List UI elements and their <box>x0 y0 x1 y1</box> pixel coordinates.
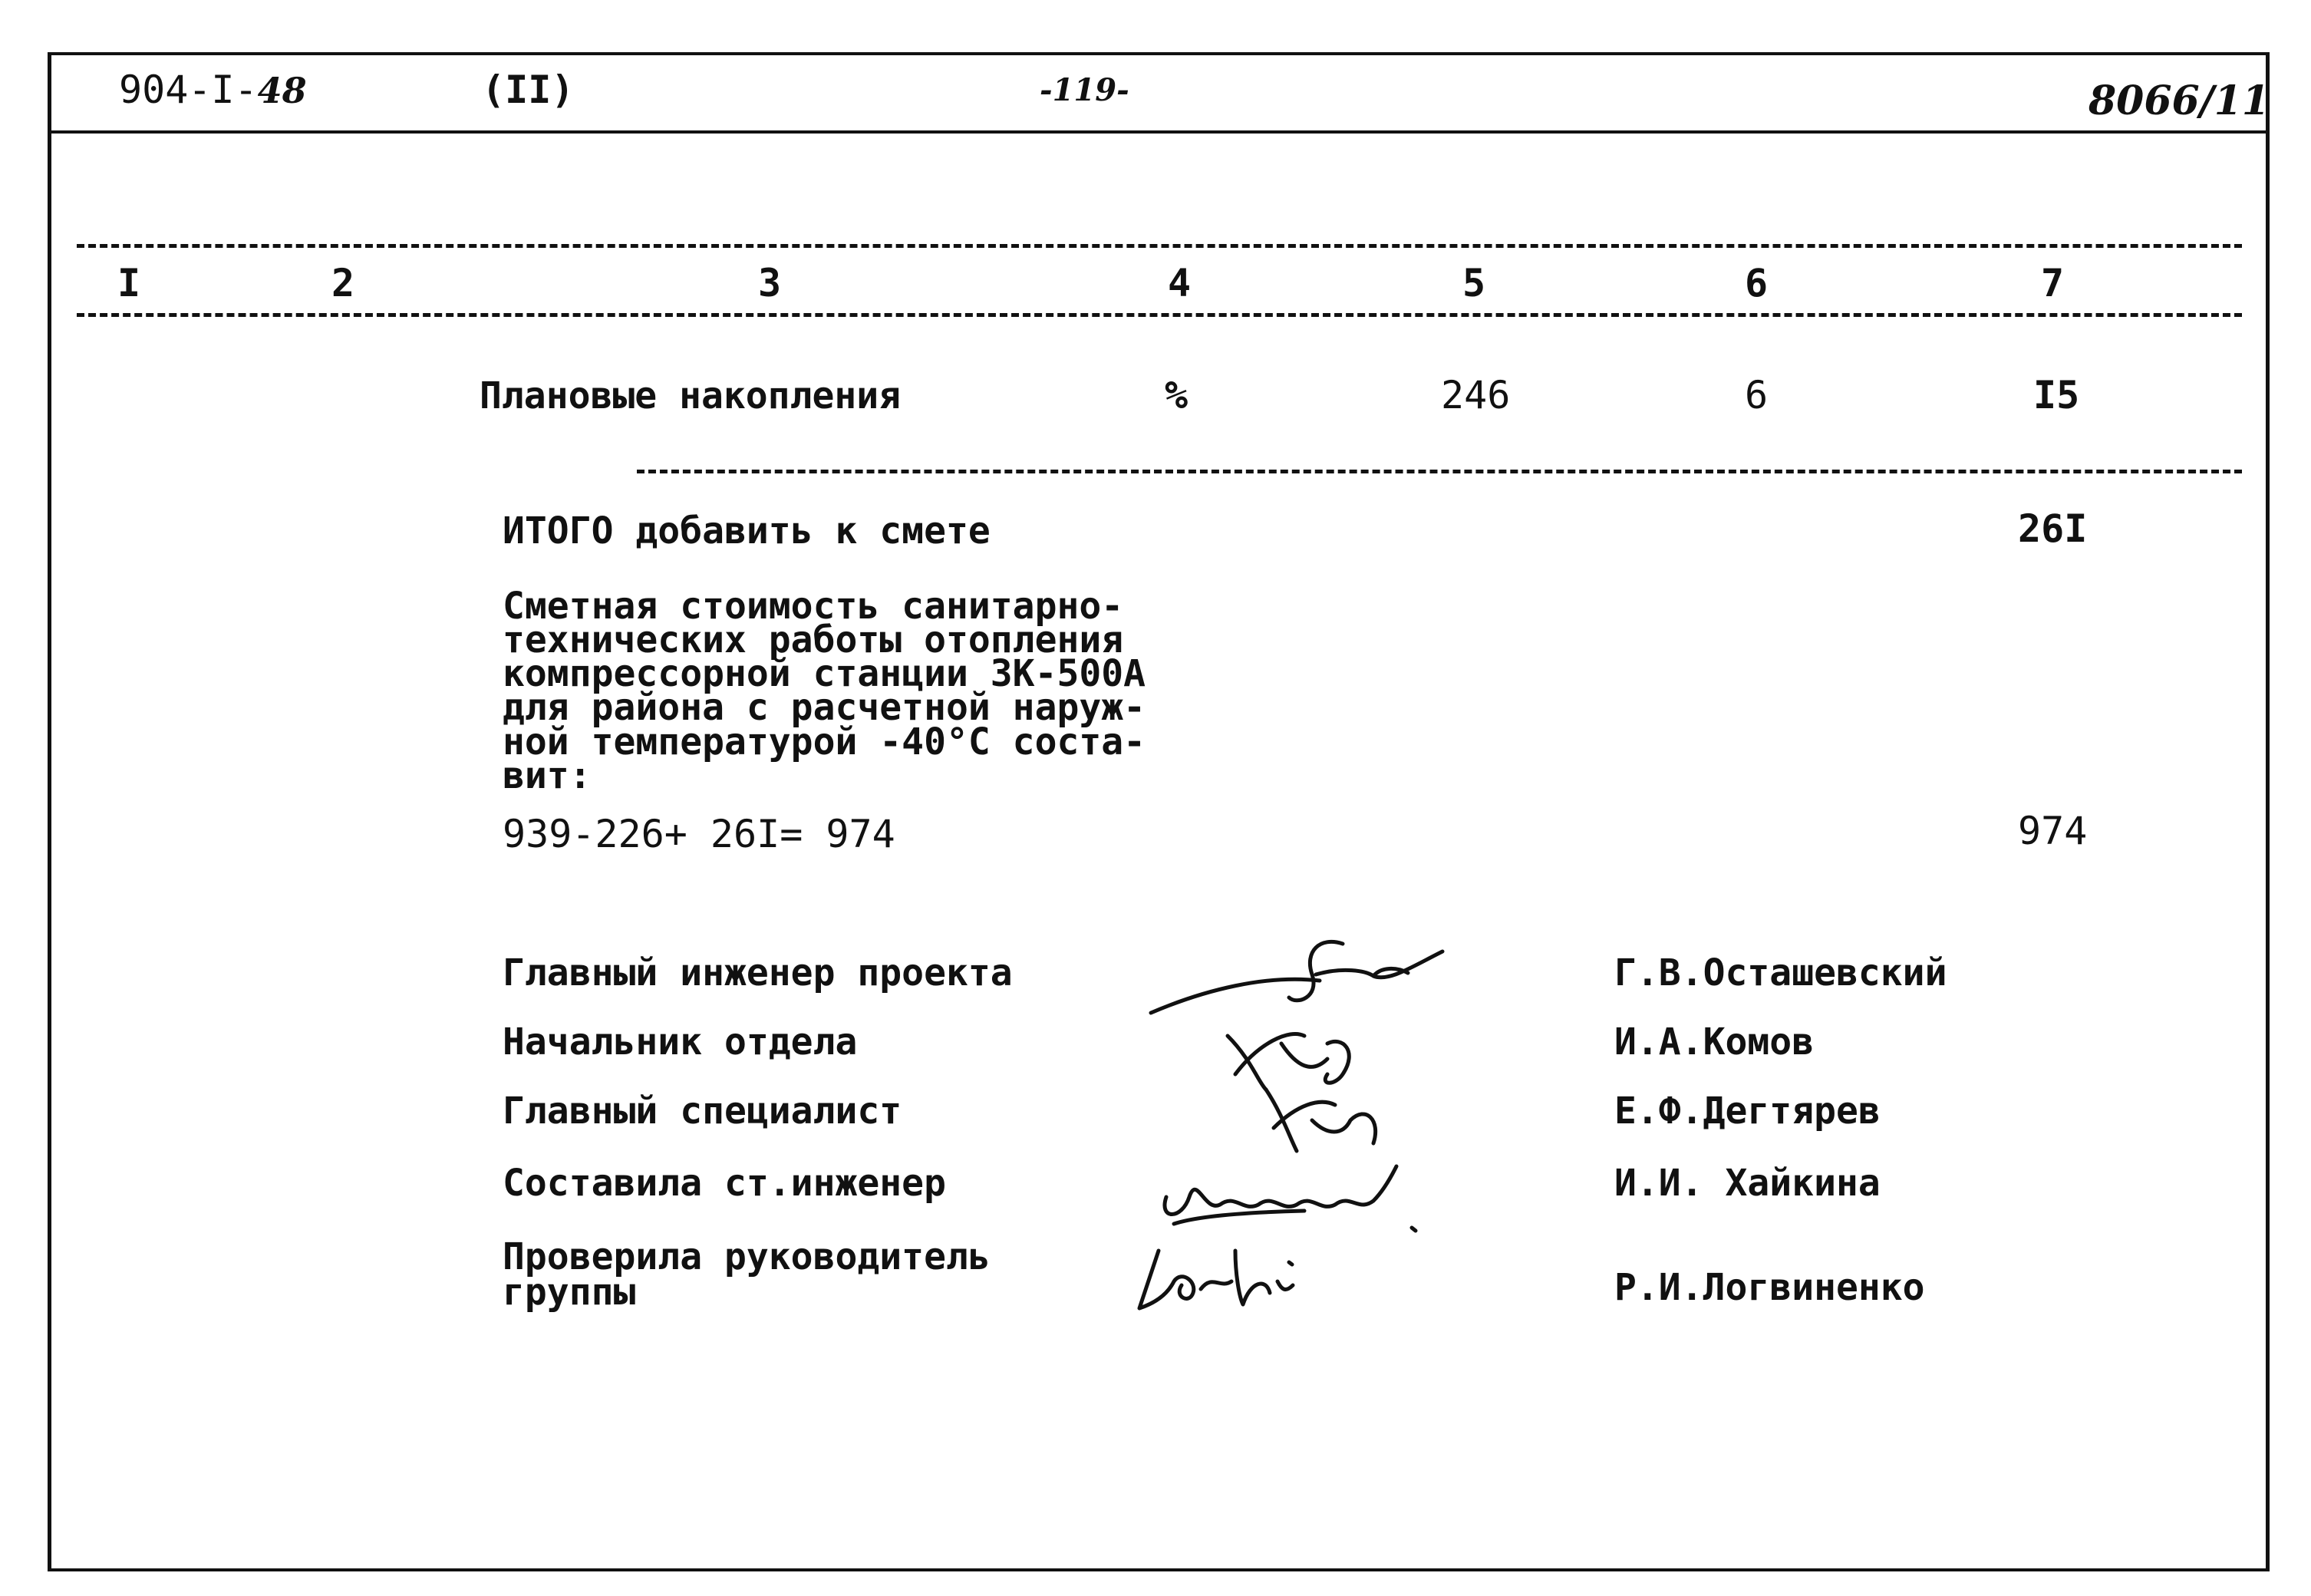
signer-role: Составила ст.инженер <box>503 1162 946 1205</box>
doc-code-handwritten: 48 <box>257 70 307 111</box>
estimate-line: для района с расчетной наруж- <box>503 686 1146 730</box>
signer-name: Г.В.Осташевский <box>1614 951 1947 994</box>
formula-result: 974 <box>2018 809 2088 853</box>
row-unit: % <box>1165 373 1188 417</box>
estimate-line: компрессорной станции ЗК-500А <box>503 652 1146 696</box>
signer-role: Начальник отдела <box>503 1021 858 1063</box>
column-number-2: 2 <box>331 261 355 305</box>
column-header-bottom-rule <box>77 313 2242 317</box>
total-label: ИТОГО добавить к смете <box>503 509 991 552</box>
signer-name: Р.И.Логвиненко <box>1614 1266 1925 1309</box>
header-divider <box>48 130 2270 134</box>
signer-name: И.А.Комов <box>1614 1021 1815 1063</box>
signer-name: Е.Ф.Дегтярев <box>1614 1090 1881 1133</box>
column-number-5: 5 <box>1462 261 1486 305</box>
row-col6-value: 6 <box>1745 373 1769 417</box>
signer-role-continued: группы <box>503 1271 636 1314</box>
row-col7-value: I5 <box>2033 373 2080 417</box>
column-header-top-rule <box>77 244 2242 248</box>
total-separator-rule <box>637 470 2242 473</box>
column-number-7: 7 <box>2041 261 2065 305</box>
sheet-code: 8066/11 <box>2088 77 2270 124</box>
estimate-line: технических работы отопления <box>503 618 1124 662</box>
signer-role: Главный специалист <box>503 1090 902 1133</box>
column-number-1: I <box>117 261 141 305</box>
estimate-line: Сметная стоимость санитарно- <box>503 585 1124 628</box>
row-name: Плановые накопления <box>480 374 902 417</box>
doc-code <box>119 68 307 112</box>
signer-name: И.И. Хайкина <box>1614 1162 1881 1205</box>
signature-group-leader <box>1128 1235 1358 1320</box>
estimate-description <box>503 585 1146 797</box>
signature-chief-specialist <box>1251 1074 1404 1159</box>
signer-role: Проверила руководитель <box>503 1235 991 1278</box>
formula: 939-226+ 26I= 974 <box>503 812 895 856</box>
signature-chief-engineer <box>1143 921 1465 1028</box>
page-frame <box>48 52 2270 1571</box>
album-number: (II) <box>482 68 575 112</box>
estimate-line: ной температурой -40°С соста- <box>503 720 1146 763</box>
total-value: 26I <box>2018 506 2088 551</box>
column-number-6: 6 <box>1745 261 1769 305</box>
column-number-4: 4 <box>1168 261 1192 305</box>
page-number: -119- <box>1040 72 1129 108</box>
estimate-line: вит: <box>503 753 592 797</box>
doc-code-prefix: 904-I- <box>119 68 258 112</box>
signature-senior-engineer <box>1151 1151 1442 1243</box>
row-col5-value: 246 <box>1441 373 1511 417</box>
signer-role: Главный инженер проекта <box>503 951 1013 994</box>
column-number-3: 3 <box>758 261 782 305</box>
